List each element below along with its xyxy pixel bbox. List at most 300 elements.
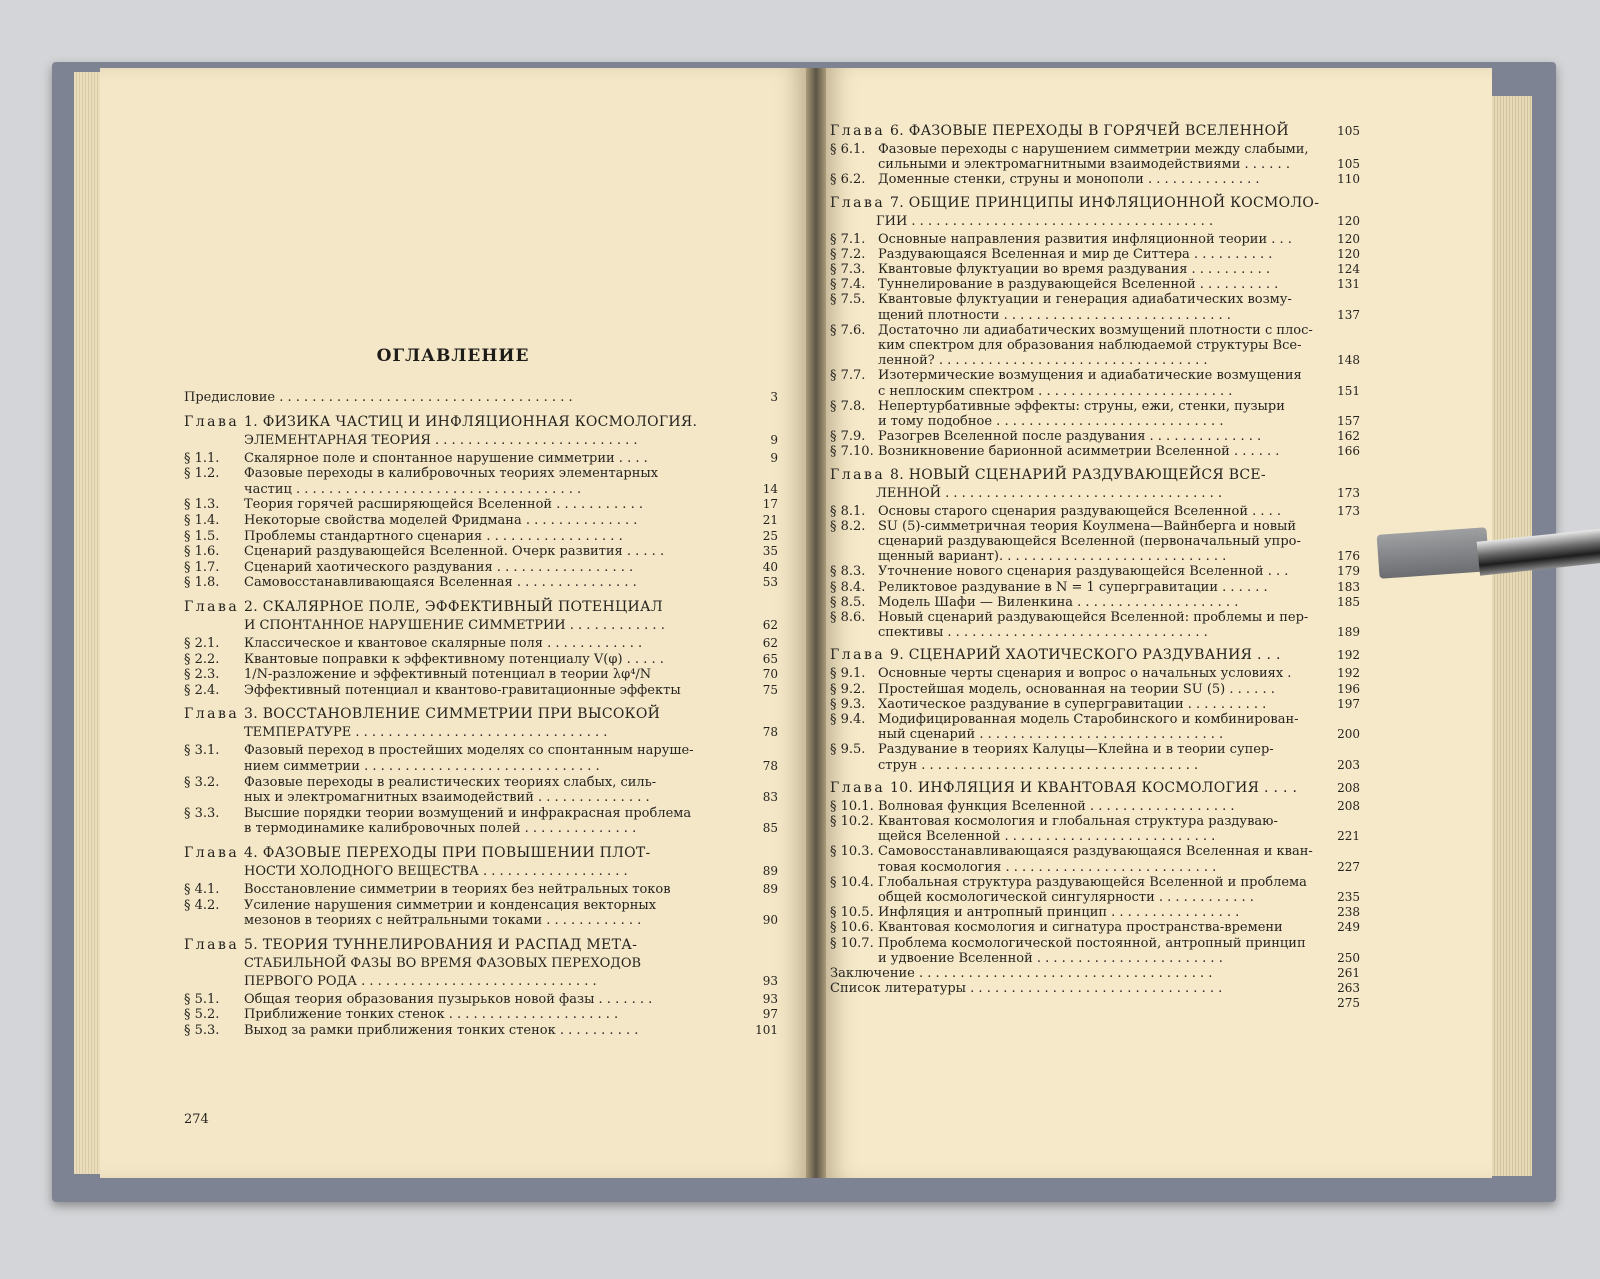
- page-ref: 14: [762, 481, 778, 496]
- toc-line: [830, 277, 1278, 292]
- toc-line: [878, 534, 1301, 549]
- toc-line: [184, 415, 697, 430]
- toc-line: [830, 981, 1222, 996]
- toc-line: [244, 821, 636, 836]
- chapter-title: 6. ФАЗОВЫЕ ПЕРЕХОДЫ В ГОРЯЧЕЙ ВСЕЛЕННОЙ: [885, 123, 1289, 139]
- toc-line: [184, 806, 691, 821]
- entry-text: струн . . . . . . . . . . . . . . . . . . . . . . . . . . . . . . . . . .: [878, 757, 1199, 773]
- entry-text: товая космология . . . . . . . . . . . . . . . . . . . . . . . . . .: [878, 859, 1217, 875]
- section-title: Туннелирование в раздувающейся Вселенной . . . . . . . . . .: [878, 277, 1279, 293]
- section-number: § 1.5.: [184, 528, 220, 544]
- toc-line: [184, 707, 660, 722]
- page-ref: 124: [1337, 262, 1360, 276]
- entry-text: в термодинамике калибровочных полей . . . . . . . . . . . . . .: [244, 821, 637, 837]
- section-number: § 10.2.: [830, 814, 874, 829]
- toc-line: [830, 682, 1275, 697]
- chapter-title: 8. НОВЫЙ СЦЕНАРИЙ РАЗДУВАЮЩЕЙСЯ ВСЕ-: [885, 466, 1266, 483]
- chapter-title: 10. ИНФЛЯЦИЯ И КВАНТОВАЯ КОСМОЛОГИЯ . . . .: [885, 779, 1298, 796]
- section-number: § 1.7.: [184, 559, 220, 575]
- section-title: Хаотическое раздувание в супергравитации . . . . . . . . . .: [878, 696, 1267, 712]
- page-ref: 238: [1337, 905, 1360, 920]
- entry-text: спективы . . . . . . . . . . . . . . . . . . . . . . . . . . . . . . . .: [878, 625, 1208, 641]
- toc-line: [830, 580, 1268, 595]
- section-title: Фазовый переход в простейших моделях со спонтанным наруше-: [244, 743, 694, 759]
- section-number: § 1.3.: [184, 497, 220, 513]
- section-title: Основы старого сценария раздувающейся Вселенной . . . .: [878, 503, 1282, 519]
- section-title: Квантовая космология и глобальная структура раздуваю-: [878, 814, 1278, 829]
- section-number: § 1.8.: [184, 575, 220, 591]
- toc-line: [878, 353, 1207, 368]
- page-ref: 261: [1337, 966, 1360, 980]
- entry-text: сценарий раздувающейся Вселенной (первоначальный упро-: [878, 534, 1301, 549]
- page-ref: 85: [762, 821, 778, 836]
- section-title: Классическое и квантовое скалярные поля . . . . . . . . . . . .: [244, 636, 643, 651]
- page-ref: 192: [1337, 666, 1360, 681]
- entry-text: нием симметрии . . . . . . . . . . . . . . . . . . . . . . . . . . . . .: [244, 759, 600, 774]
- section-number: § 7.2.: [830, 246, 866, 262]
- page-ref: 105: [1337, 124, 1360, 138]
- section-number: § 7.3.: [830, 262, 866, 277]
- section-title: Усиление нарушения симметрии и конденсация векторных: [244, 897, 657, 913]
- entry-text: щенный вариант). . . . . . . . . . . . . . . . . . . . . . . . . . . .: [878, 549, 1227, 565]
- page-ref: 25: [762, 528, 778, 543]
- chapter-label: Глава: [830, 194, 886, 211]
- toc-line: [878, 758, 1198, 773]
- entry-text: ким спектром для образования наблюдаемой структуры Все-: [878, 338, 1302, 353]
- left-page: [100, 68, 806, 1178]
- section-number: § 8.4.: [830, 579, 866, 595]
- page-ref: 93: [762, 973, 778, 988]
- page-ref: 40: [762, 559, 778, 574]
- section-number: § 4.1.: [184, 882, 220, 897]
- section-title: Новый сценарий раздувающейся Вселенной: проблемы и пер-: [878, 610, 1309, 625]
- section-number: § 2.1.: [184, 636, 220, 651]
- page-ref: 93: [762, 991, 778, 1006]
- toc-line: [244, 759, 600, 774]
- page-ref: 208: [1337, 780, 1360, 795]
- toc-line: [244, 618, 665, 633]
- page-ref: 35: [762, 544, 778, 559]
- page-ref: 120: [1337, 213, 1360, 228]
- section-title: Инфляция и антропный принцип . . . . . . . . . . . . . . . .: [878, 905, 1240, 921]
- page-ref: 70: [762, 667, 778, 682]
- page-number: 274: [184, 1112, 209, 1127]
- toc-line: [830, 905, 1239, 920]
- page-ref: 250: [1337, 950, 1360, 965]
- entry-text: и удвоение Вселенной . . . . . . . . . . . . . . . . . . . . . . .: [878, 950, 1223, 966]
- section-number: § 7.8.: [830, 398, 866, 414]
- chapter-title: 9. СЦЕНАРИЙ ХАОТИЧЕСКОГО РАЗДУВАНИЯ . . .: [885, 647, 1281, 664]
- section-number: § 10.5.: [830, 905, 874, 921]
- section-title: Сценарий хаотического раздувания . . . . . . . . . . . . . . . . .: [244, 559, 634, 575]
- page-ref: 157: [1337, 414, 1360, 428]
- section-title: Доменные стенки, струны и монополи . . . . . . . . . . . . . .: [878, 172, 1260, 188]
- toc-line: [878, 727, 1223, 742]
- page-ref: 179: [1337, 564, 1360, 579]
- toc-line: [830, 292, 1292, 307]
- chapter-title: 4. ФАЗОВЫЕ ПЕРЕХОДЫ ПРИ ПОВЫШЕНИИ ПЛОТ-: [239, 845, 651, 861]
- section-number: § 8.2.: [830, 518, 866, 534]
- toc-line: [184, 497, 643, 512]
- section-number: § 3.1.: [184, 743, 220, 759]
- section-title: Раздувание в теориях Калуцы—Клейна и в теории супер-: [878, 742, 1274, 758]
- page-ref: 227: [1337, 859, 1360, 874]
- section-number: § 8.3.: [830, 564, 866, 580]
- chapter-label: Глава: [830, 123, 886, 139]
- toc-line: [184, 667, 651, 682]
- section-number: § 7.6.: [830, 322, 866, 338]
- page-ref: 101: [755, 1023, 778, 1037]
- section-number: § 5.3.: [184, 1023, 220, 1038]
- entry-text: ленной? . . . . . . . . . . . . . . . . . . . . . . . . . . . . . . . . .: [878, 353, 1208, 369]
- entry-text: мезонов в теориях с нейтральными токами . . . . . . . . . . . .: [244, 913, 642, 929]
- toc-line: [830, 142, 1309, 157]
- section-title: Фазовые переходы в калибровочных теориях элементарных: [244, 466, 659, 482]
- section-title: Основные направления развития инфляционной теории . . .: [878, 231, 1292, 247]
- toc-line: [830, 468, 1266, 483]
- section-title: Квантовые флуктуации во время раздувания . . . . . . . . . .: [878, 262, 1271, 277]
- toc-line: [184, 775, 656, 790]
- section-title: Волновая функция Вселенной . . . . . . . . . . . . . . . . . .: [878, 798, 1235, 814]
- chapter-label: Глава: [184, 936, 240, 953]
- section-number: § 2.3.: [184, 667, 220, 683]
- right-page: [826, 68, 1492, 1178]
- section-number: § 10.1.: [830, 798, 874, 814]
- toc-line: [184, 451, 648, 466]
- entry-text: СТАБИЛЬНОЙ ФАЗЫ ВО ВРЕМЯ ФАЗОВЫХ ПЕРЕХОДОВ: [244, 955, 642, 971]
- section-title: 1/N-разложение и эффективный потенциал в теории λφ⁴/N: [244, 667, 652, 683]
- section-title: Самовосстанавливающаяся Вселенная . . . . . . . . . . . . . . .: [244, 575, 637, 591]
- toc-line: [830, 564, 1288, 579]
- toc-line: [876, 486, 1222, 501]
- page-ref: 89: [762, 882, 778, 896]
- toc-line: [878, 157, 1290, 172]
- section-title: Простейшая модель, основанная на теории SU (5) . . . . . .: [878, 681, 1275, 697]
- toc-line: [830, 610, 1308, 625]
- page-ref: 148: [1337, 353, 1360, 368]
- page-ref: 131: [1337, 277, 1360, 292]
- page-ref: 83: [762, 790, 778, 805]
- section-number: § 7.10.: [830, 444, 874, 460]
- toc-line: [830, 196, 1319, 211]
- toc-line: [244, 864, 628, 879]
- toc-line: [830, 875, 1307, 890]
- page-ref: 90: [762, 913, 778, 928]
- toc-line: [830, 399, 1285, 414]
- page-ref: 263: [1337, 981, 1360, 996]
- section-number: § 10.6.: [830, 920, 874, 936]
- page-ref: 162: [1337, 429, 1360, 444]
- chapter-title: 3. ВОССТАНОВЛЕНИЕ СИММЕТРИИ ПРИ ВЫСОКОЙ: [239, 706, 661, 723]
- chapter-label: Глава: [830, 779, 886, 796]
- page-ref: 89: [762, 864, 778, 878]
- toc-line: [830, 444, 1279, 459]
- toc-line: [184, 652, 664, 667]
- toc-line: [878, 951, 1223, 966]
- toc-line: [184, 560, 633, 575]
- section-number: § 6.1.: [830, 142, 866, 157]
- toc-line: [184, 846, 651, 861]
- section-title: Восстановление симметрии в теориях без нейтральных токов: [244, 882, 671, 897]
- page-ref: 192: [1337, 648, 1360, 663]
- toc-line: [830, 712, 1299, 727]
- section-title: Модель Шафи — Виленкина . . . . . . . . . . . . . . . . . . . .: [878, 594, 1239, 610]
- page-ref: 120: [1337, 246, 1360, 261]
- toc-line: [184, 992, 652, 1007]
- section-title: Квантовые флуктуации и генерация адиабатических возму-: [878, 292, 1292, 308]
- toc-line: [830, 368, 1302, 383]
- toc-line: [878, 414, 1223, 429]
- page-ref: 235: [1337, 890, 1360, 904]
- toc-line: [830, 519, 1296, 534]
- page-ref: 21: [762, 513, 778, 527]
- section-number: § 9.4.: [830, 712, 866, 727]
- toc-line: [184, 390, 573, 405]
- toc-line: [878, 338, 1301, 353]
- section-number: § 2.2.: [184, 651, 220, 667]
- section-title: Глобальная структура раздувающейся Вселенной и проблема: [878, 874, 1307, 890]
- toc-line: [184, 1023, 638, 1038]
- toc-line: [830, 799, 1235, 814]
- entry-text: НОСТИ ХОЛОДНОГО ВЕЩЕСТВА . . . . . . . . . . . . . . . . . .: [244, 864, 628, 879]
- toc-line: [244, 790, 650, 805]
- toc-line: [830, 595, 1238, 610]
- page-ref: 120: [1337, 231, 1360, 246]
- section-title: Теория горячей расширяющейся Вселенной . . . . . . . . . . .: [244, 497, 643, 513]
- toc-line: [830, 172, 1260, 187]
- entry-text: ПЕРВОГО РОДА . . . . . . . . . . . . . . . . . . . . . . . . . . . . .: [244, 973, 597, 989]
- section-number: § 4.2.: [184, 897, 220, 913]
- section-number: § 1.1.: [184, 450, 220, 466]
- page-ref: 183: [1337, 579, 1360, 594]
- toc-line: [878, 384, 1232, 399]
- toc-line: [244, 913, 641, 928]
- page-ref: 9: [770, 432, 778, 447]
- entry-text: ГИИ . . . . . . . . . . . . . . . . . . . . . . . . . . . . . . . . . . . . .: [876, 213, 1214, 229]
- section-title: SU (5)-симметричная теория Коулмена—Вайнберга и новый: [878, 518, 1297, 534]
- section-title: Фазовые переходы в реалистических теориях слабых, силь-: [244, 774, 657, 790]
- entry-text: ЭЛЕМЕНТАРНАЯ ТЕОРИЯ . . . . . . . . . . . . . . . . . . . . . . . . .: [244, 432, 638, 448]
- toc-line: [876, 214, 1213, 229]
- page-ref: 185: [1337, 594, 1360, 609]
- toc-line: [830, 504, 1281, 519]
- toc-line: [830, 920, 1283, 935]
- section-title: Раздувающаяся Вселенная и мир де Ситтера . . . . . . . . . .: [878, 246, 1273, 262]
- entry-text: щейся Вселенной . . . . . . . . . . . . . . . . . . . . . . . . . .: [878, 829, 1216, 845]
- entry-text: и тому подобное . . . . . . . . . . . . . . . . . . . . . . . . . . . .: [878, 414, 1224, 429]
- toc-line: [830, 648, 1281, 663]
- page-ref: 173: [1337, 485, 1360, 500]
- page-ref: 200: [1337, 727, 1360, 742]
- toc-line: [184, 636, 642, 651]
- chapter-title: 7. ОБЩИЕ ПРИНЦИПЫ ИНФЛЯЦИОННОЙ КОСМОЛО-: [885, 194, 1320, 211]
- toc-line: [184, 600, 663, 615]
- toc-line: [830, 666, 1291, 681]
- section-title: Достаточно ли адиабатических возмущений плотности с плос-: [878, 322, 1313, 338]
- entry-text: ЛЕННОЙ . . . . . . . . . . . . . . . . . . . . . . . . . . . . . . . . . .: [876, 485, 1223, 501]
- section-title: Квантовая космология и сигнатура пространства-времени: [878, 920, 1283, 936]
- entry-text: Предисловие . . . . . . . . . . . . . . . . . . . . . . . . . . . . . . . . . . . .: [184, 390, 573, 405]
- section-number: § 9.1.: [830, 666, 866, 682]
- toc-line: [184, 898, 656, 913]
- toc-line: [878, 890, 1254, 905]
- section-number: § 7.9.: [830, 429, 866, 445]
- section-title: Квантовые поправки к эффективному потенциалу V(φ) . . . . .: [244, 651, 664, 667]
- section-title: Уточнение нового сценария раздувающейся Вселенной . . .: [878, 564, 1289, 580]
- entry-text: ных и электромагнитных взаимодействий . . . . . . . . . . . . . .: [244, 790, 650, 806]
- toc-line: [878, 829, 1215, 844]
- page-edges-right: [1492, 96, 1532, 1176]
- section-title: Разогрев Вселенной после раздувания . . . . . . . . . . . . . .: [878, 429, 1262, 445]
- page-ref: 3: [770, 390, 778, 404]
- section-number: § 1.4.: [184, 513, 220, 528]
- section-title: Выход за рамки приближения тонких стенок . . . . . . . . . .: [244, 1023, 639, 1038]
- toc-line: [878, 860, 1216, 875]
- page-ref: 176: [1337, 549, 1360, 564]
- page-ref: 78: [762, 759, 778, 773]
- toc-line: [184, 529, 623, 544]
- toc-line: [830, 781, 1297, 796]
- toc-line: [830, 124, 1289, 139]
- section-number: § 5.2.: [184, 1007, 220, 1023]
- page-ref: 137: [1337, 307, 1360, 322]
- entry-text: частиц . . . . . . . . . . . . . . . . . . . . . . . . . . . . . . . . . . .: [244, 481, 582, 497]
- toc-line: [830, 844, 1313, 859]
- page-ref: 78: [762, 725, 778, 740]
- section-number: § 7.4.: [830, 277, 866, 293]
- page-ref: 151: [1337, 383, 1360, 398]
- chapter-title: 2. СКАЛЯРНОЕ ПОЛЕ, ЭФФЕКТИВНЫЙ ПОТЕНЦИАЛ: [239, 599, 663, 615]
- section-number: § 9.3.: [830, 696, 866, 712]
- section-title: Проблемы стандартного сценария . . . . . . . . . . . . . . . . .: [244, 528, 623, 544]
- toc-line: [244, 433, 638, 448]
- pen-body: [1477, 528, 1600, 575]
- section-title: Фазовые переходы с нарушением симметрии между слабыми,: [878, 142, 1309, 157]
- page-ref: 221: [1337, 829, 1360, 844]
- page-ref: 173: [1337, 503, 1360, 518]
- section-number: § 1.2.: [184, 466, 220, 482]
- section-number: § 7.1.: [830, 231, 866, 247]
- toc-line: [184, 466, 658, 481]
- page-ref: 65: [762, 651, 778, 666]
- chapter-label: Глава: [184, 599, 240, 615]
- page-ref: 189: [1337, 625, 1360, 640]
- toc-line: [184, 938, 637, 953]
- toc-line: [244, 482, 581, 497]
- toc-line: [830, 936, 1306, 951]
- section-title: Самовосстанавливающаяся раздувающаяся Вселенная и кван-: [878, 844, 1313, 860]
- toc-line: [878, 308, 1231, 323]
- toc-line: [830, 814, 1278, 829]
- toc-line: [184, 575, 637, 590]
- section-number: § 10.4.: [830, 874, 874, 890]
- toc-line: [878, 549, 1226, 564]
- entry-text: Заключение . . . . . . . . . . . . . . . . . . . . . . . . . . . . . . . . . . . .: [830, 966, 1213, 981]
- page-ref: 62: [762, 618, 778, 632]
- toc-line: [184, 544, 664, 559]
- chapter-label: Глава: [184, 845, 240, 861]
- chapter-label: Глава: [830, 466, 886, 483]
- page-ref: 9: [770, 450, 778, 465]
- toc-line: [830, 323, 1313, 338]
- toc-line: [184, 1007, 618, 1022]
- section-title: Изотермические возмущения и адиабатические возмущения: [878, 368, 1302, 384]
- section-title: Непертурбативные эффекты: струны, ежи, стенки, пузыри: [878, 398, 1285, 414]
- section-number: § 7.5.: [830, 292, 866, 308]
- section-number: § 6.2.: [830, 172, 866, 188]
- chapter-label: Глава: [830, 647, 886, 664]
- page-ref: 105: [1337, 157, 1360, 172]
- entry-text: Список литературы . . . . . . . . . . . . . . . . . . . . . . . . . . . . . . .: [830, 981, 1223, 997]
- section-number: § 10.7.: [830, 935, 874, 951]
- section-title: Сценарий раздувающейся Вселенной. Очерк развития . . . . .: [244, 544, 665, 560]
- page-ref: 208: [1337, 798, 1360, 813]
- section-title: Проблема космологической постоянной, антропный принцип: [878, 935, 1306, 951]
- toc-line: [244, 974, 597, 989]
- entry-text: ТЕМПЕРАТУРЕ . . . . . . . . . . . . . . . . . . . . . . . . . . . . . . .: [244, 725, 608, 741]
- page-ref: 166: [1337, 444, 1360, 459]
- toc-line: [184, 882, 671, 897]
- section-title: Приближение тонких стенок . . . . . . . . . . . . . . . . . . . . .: [244, 1007, 619, 1023]
- section-number: § 8.1.: [830, 503, 866, 519]
- section-title: Реликтовое раздувание в N = 1 супергравитации . . . . . .: [878, 579, 1268, 595]
- entry-text: сильными и электромагнитными взаимодействиями . . . . . .: [878, 157, 1290, 173]
- toc-line: [878, 625, 1208, 640]
- entry-text: общей космологической сингулярности . . . . . . . . . . . .: [878, 890, 1254, 905]
- section-number: § 9.5.: [830, 742, 866, 758]
- chapter-label: Глава: [184, 413, 240, 430]
- page-ref: 97: [762, 1007, 778, 1022]
- section-number: § 5.1.: [184, 991, 220, 1007]
- entry-text: ный сценарий . . . . . . . . . . . . . . . . . . . . . . . . . . . . . .: [878, 727, 1224, 743]
- page-ref: 62: [762, 636, 778, 650]
- toc-line: [830, 232, 1292, 247]
- section-title: Некоторые свойства моделей Фридмана . . . . . . . . . . . . . .: [244, 513, 638, 528]
- section-number: § 8.6.: [830, 610, 866, 625]
- section-title: Модифицированная модель Старобинского и комбинирован-: [878, 712, 1299, 727]
- toc-line: [830, 742, 1274, 757]
- entry-text: И СПОНТАННОЕ НАРУШЕНИЕ СИММЕТРИИ . . . . . . . . . . . .: [244, 618, 665, 633]
- toc-line: [830, 697, 1266, 712]
- pen: [1378, 523, 1600, 581]
- page-ref: 197: [1337, 696, 1360, 711]
- toc-line: [184, 683, 681, 698]
- book-gutter: [806, 68, 826, 1178]
- section-title: Возникновение барионной асимметрии Вселенной . . . . . .: [878, 444, 1280, 460]
- chapter-title: 1. ФИЗИКА ЧАСТИЦ И ИНФЛЯЦИОННАЯ КОСМОЛОГИЯ.: [239, 413, 698, 430]
- toc-line: [184, 743, 694, 758]
- toc-line: [244, 956, 641, 971]
- section-number: § 8.5.: [830, 594, 866, 610]
- toc-line: [184, 513, 637, 528]
- section-number: § 10.3.: [830, 844, 874, 860]
- section-title: Основные черты сценария и вопрос о начальных условиях .: [878, 666, 1292, 682]
- page-ref: 249: [1337, 920, 1360, 935]
- chapter-label: Глава: [184, 706, 240, 723]
- toc-line: [830, 262, 1270, 277]
- toc-line: [830, 966, 1212, 981]
- entry-text: щений плотности . . . . . . . . . . . . . . . . . . . . . . . . . . . .: [878, 307, 1231, 323]
- entry-text: с неплоским спектром . . . . . . . . . . . . . . . . . . . . . . . .: [878, 383, 1233, 399]
- page-ref: 17: [762, 497, 778, 512]
- page-ref: 203: [1337, 757, 1360, 772]
- section-title: Общая теория образования пузырьков новой фазы . . . . . . .: [244, 991, 653, 1007]
- section-number: § 3.3.: [184, 805, 220, 821]
- section-title: Скалярное поле и спонтанное нарушение симметрии . . . .: [244, 450, 648, 466]
- toc-title: ОГЛАВЛЕНИЕ: [376, 346, 530, 366]
- page-ref: 196: [1337, 681, 1360, 696]
- section-number: § 9.2.: [830, 681, 866, 697]
